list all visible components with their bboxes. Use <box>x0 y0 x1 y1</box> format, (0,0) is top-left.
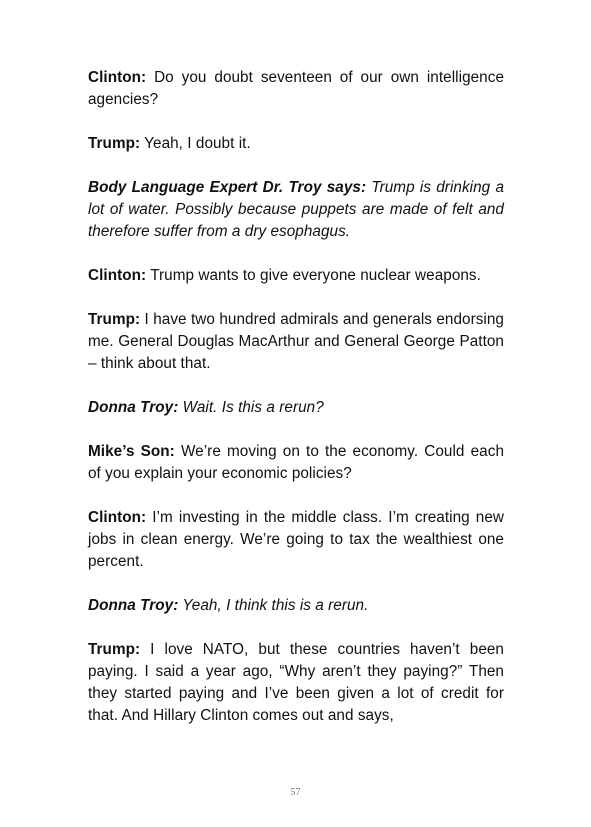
paragraph-dr-troy <box>88 177 504 243</box>
speaker-name: Trump: <box>88 311 141 328</box>
paragraph-text: We’re moving on to the economy. Could each of you explain your economic policies? <box>88 443 504 482</box>
paragraph-text: Trump is drinking a lot of water. Possibly because puppets are made of felt and therefore suffer from a dry esophagus. <box>88 179 505 240</box>
paragraph-text: Wait. Is this a rerun? <box>178 399 324 416</box>
paragraph-clinton-2 <box>88 265 504 287</box>
speaker-name: Clinton: <box>88 69 147 86</box>
speaker-name: Donna Troy: <box>88 597 179 614</box>
paragraph-trump-3 <box>88 639 504 727</box>
paragraph-text: Trump wants to give everyone nuclear weapons. <box>146 267 481 284</box>
speaker-name: Trump: <box>88 641 141 658</box>
paragraph-text: Yeah, I doubt it. <box>140 135 251 152</box>
speaker-name: Trump: <box>88 135 141 152</box>
speaker-name: Body Language Expert Dr. Troy says: <box>88 179 367 196</box>
paragraph-mikes-son <box>88 441 504 485</box>
paragraph-text: I love NATO, but these countries haven’t been paying. I said a year ago, “Why aren’t they paying?” Then they started paying and I’ve been given a lot of credit for that. And Hillary Clinton comes out and says, <box>88 641 504 724</box>
paragraph-clinton-1 <box>88 67 504 111</box>
page-number: 57 <box>290 787 301 798</box>
speaker-name: Clinton: <box>88 509 147 526</box>
speaker-name: Donna Troy: <box>88 399 179 416</box>
paragraph-clinton-3 <box>88 507 504 573</box>
speaker-name: Mike’s Son: <box>88 443 175 460</box>
document-body <box>88 67 504 749</box>
paragraph-donna-troy-2 <box>88 595 504 617</box>
speaker-name: Clinton: <box>88 267 147 284</box>
paragraph-text: Yeah, I think this is a rerun. <box>178 597 369 614</box>
paragraph-text: Do you doubt seventeen of our own intelligence agencies? <box>88 69 504 108</box>
paragraph-donna-troy-1 <box>88 397 504 419</box>
paragraph-text: I’m investing in the middle class. I’m creating new jobs in clean energy. We’re going to tax the wealthiest one percent. <box>88 509 504 570</box>
paragraph-text: I have two hundred admirals and generals endorsing me. General Douglas MacArthur and General George Patton – think about that. <box>88 311 504 372</box>
paragraph-trump-2 <box>88 309 504 375</box>
paragraph-trump-1 <box>88 133 504 155</box>
